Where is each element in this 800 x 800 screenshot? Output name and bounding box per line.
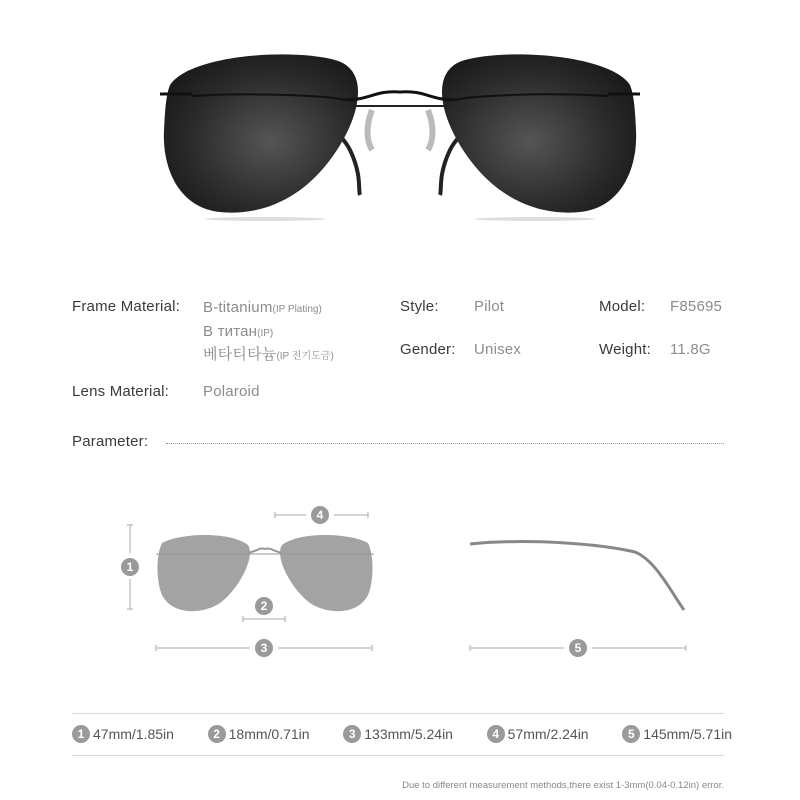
parameter-divider (166, 443, 724, 444)
frame-material-line: B-titanium(IP Plating) (203, 299, 322, 316)
gender-value: Unisex (474, 341, 522, 358)
measurements-row (72, 725, 732, 743)
frame-material-line: B титан(IP) (203, 322, 274, 340)
marker-5: 5 (569, 639, 587, 657)
marker-2: 2 (255, 597, 273, 615)
front-dimension-diagram (110, 495, 400, 665)
style-value: Pilot (474, 298, 505, 315)
style-label: Style: (400, 298, 439, 315)
measurements-top-rule (72, 713, 724, 714)
frame-material-label: Frame Material: (72, 298, 181, 315)
frame-material-values (203, 297, 334, 368)
parameter-label: Parameter: (72, 433, 149, 450)
weight-label: Weight: (599, 341, 651, 358)
measurement-item: 2 18mm/0.71in (208, 725, 310, 743)
measurement-disclaimer: Due to different measurement methods,there exist 1-3mm(0.04-0.12in) error. (402, 780, 724, 791)
sunglasses-product-image (0, 0, 800, 240)
frame-material-line: 베타티타늄(IP 전기도금) (203, 346, 334, 363)
marker-1: 1 (121, 558, 139, 576)
marker-3: 3 (255, 639, 273, 657)
model-value: F85695 (670, 298, 723, 315)
marker-4: 4 (311, 506, 329, 524)
measurement-item: 4 57mm/2.24in (487, 725, 589, 743)
lens-material-label: Lens Material: (72, 383, 170, 400)
gender-label: Gender: (400, 341, 456, 358)
measurement-item: 1 47mm/1.85in (72, 725, 174, 743)
weight-value: 11.8G (670, 341, 711, 358)
measurements-bottom-rule (72, 755, 724, 756)
measurement-item: 5 145mm/5.71in (622, 725, 732, 743)
model-label: Model: (599, 298, 646, 315)
measurement-item: 3 133mm/5.24in (343, 725, 453, 743)
lens-material-value: Polaroid (203, 383, 260, 400)
